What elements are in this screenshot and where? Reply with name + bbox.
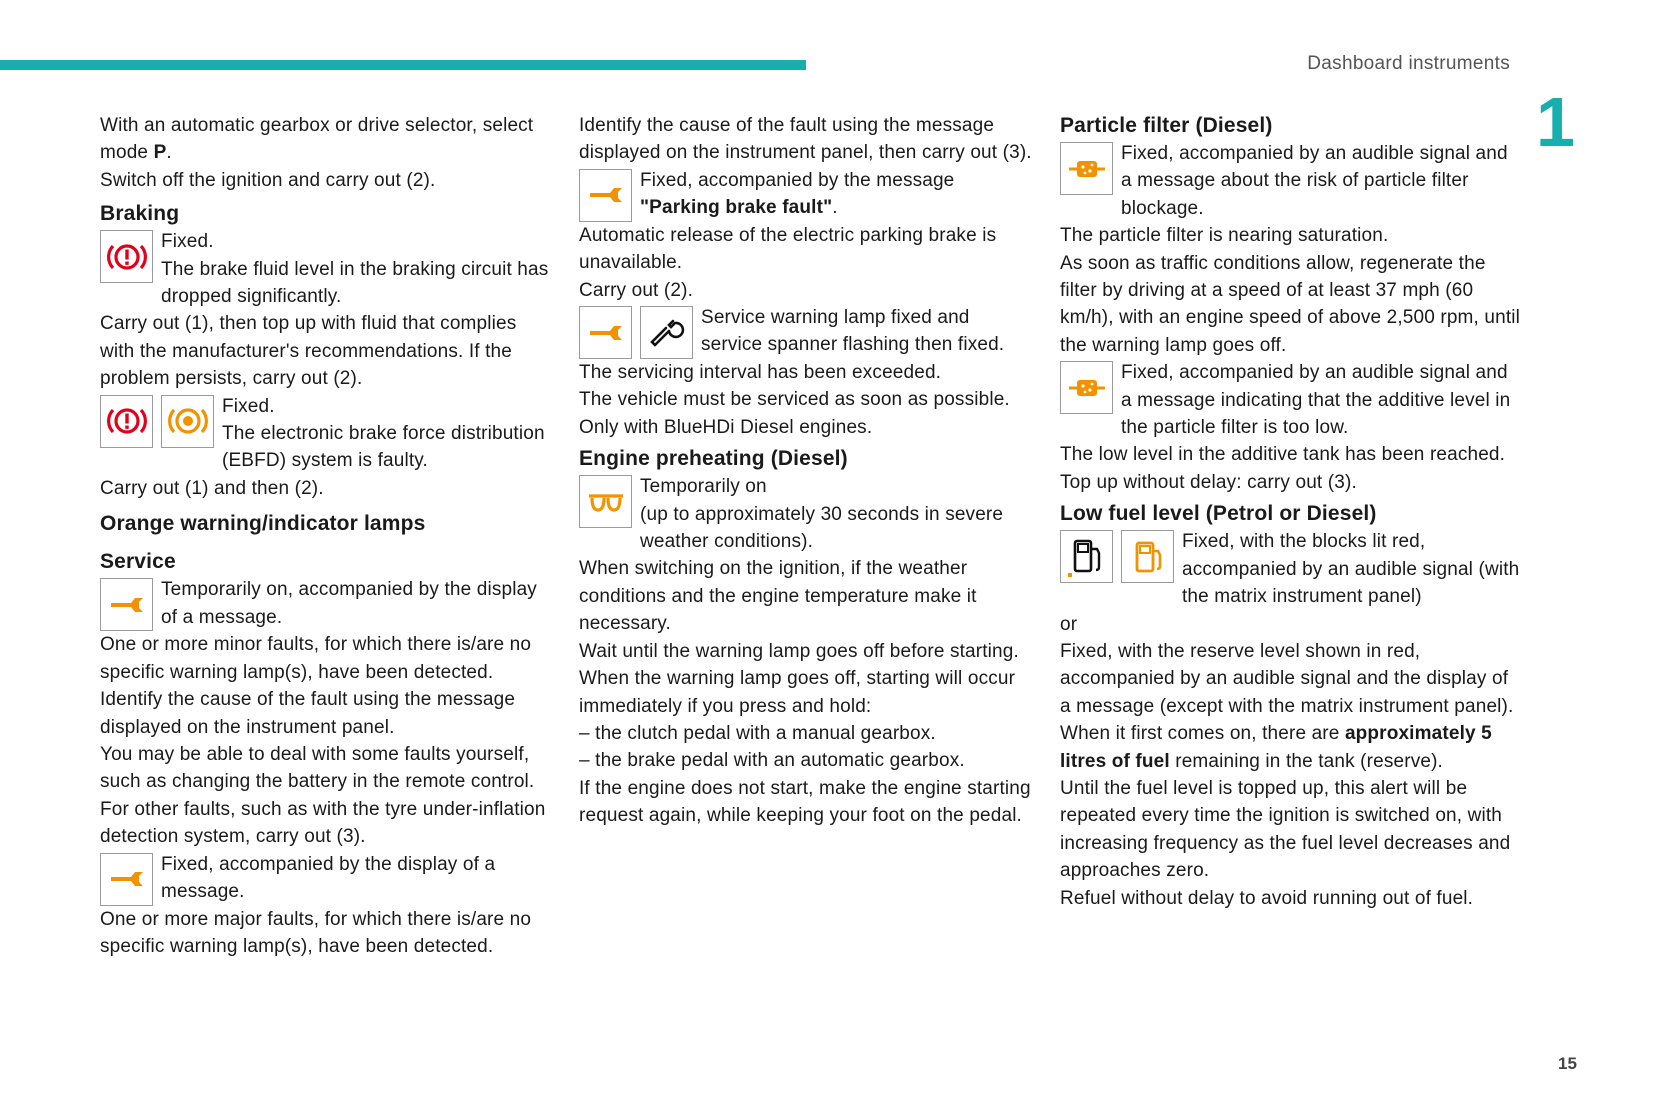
glow-plug-icon — [579, 475, 632, 528]
paragraph: Carry out (1) and then (2). — [100, 477, 324, 499]
text-line: or — [1060, 613, 1078, 635]
service-spanner-icon — [100, 578, 153, 631]
paragraph: The low level in the additive tank has been reached. — [1060, 444, 1506, 466]
paragraph: The brake fluid level in the braking circuit has dropped significantly. — [161, 258, 549, 308]
fuel-pump-orange-icon — [1121, 530, 1174, 583]
paragraph: Automatic release of the electric parking brake is unavailable. — [579, 224, 997, 274]
heading-braking: Braking — [100, 202, 180, 226]
paragraph: Fixed, accompanied by an audible signal and a message indicating that the additive level in the particle filter is too low. — [1121, 362, 1511, 439]
paragraph: As soon as traffic conditions allow, regenerate the filter by driving at a speed of at least 37 mph (60 km/h), with an engine speed of above 2,500 rpm, until the warning lamp goes off. — [1060, 252, 1520, 356]
paragraph: Only with BlueHDi Diesel engines. — [579, 416, 873, 438]
page-number: 15 — [1558, 1054, 1577, 1073]
section-title: Dashboard instruments — [1307, 53, 1510, 74]
text-line: Temporarily on — [640, 476, 767, 498]
paragraph: Fixed, with the blocks lit red, accompanied by an audible signal (with the matrix instrument panel) — [1182, 531, 1520, 608]
brake-warning-red-icon — [100, 230, 153, 283]
paragraph: When the warning lamp goes off, starting will occur immediately if you press and hold: — [579, 668, 1016, 717]
paragraph: Refuel without delay to avoid running out of fuel. — [1060, 887, 1474, 909]
heading-low-fuel: Low fuel level (Petrol or Diesel) — [1060, 502, 1377, 526]
paragraph: Fixed, accompanied by the display of a message. — [161, 853, 496, 902]
service-spanner-icon — [579, 169, 632, 222]
paragraph: The electronic brake force distribution (EBFD) system is faulty. — [222, 423, 545, 472]
paragraph: Service warning lamp fixed and service spanner flashing then fixed. — [701, 307, 1005, 356]
list-item: – the brake pedal with an automatic gearbox. — [579, 750, 965, 772]
paragraph: The particle filter is nearing saturation. — [1060, 225, 1389, 247]
paragraph: Carry out (2). — [579, 279, 694, 301]
service-spanner-icon — [579, 306, 632, 359]
paragraph: Carry out (1), then top up with fluid that complies with the manufacturer's recommendations. If the problem persists, carry out (2). — [100, 313, 517, 390]
paragraph: Wait until the warning lamp goes off before starting. — [579, 640, 1019, 662]
paragraph: When switching on the ignition, if the weather conditions and the engine temperature make it necessary. — [579, 558, 977, 635]
paragraph: Temporarily on, accompanied by the display of a message. — [161, 579, 537, 628]
paragraph: (up to approximately 30 seconds in severe weather conditions). — [640, 503, 1004, 553]
abs-orange-icon — [161, 395, 214, 448]
paragraph: When it first comes on, there are approximately 5 litres of fuel remaining in the tank (reserve). — [1060, 723, 1492, 772]
heading-engine-preheating: Engine preheating (Diesel) — [579, 447, 848, 471]
paragraph: Identify the cause of the fault using the message displayed on the instrument panel, then carry out (3). — [579, 115, 1032, 164]
paragraph: Fixed, with the reserve level shown in red, accompanied by an audible signal and the display of a message (except with the matrix instrument panel). — [1060, 640, 1514, 717]
paragraph: You may be able to deal with some faults yourself, such as changing the battery in the remote control. — [100, 743, 535, 793]
paragraph: Fixed, accompanied by an audible signal and a message about the risk of particle filter blockage. — [1121, 143, 1508, 219]
brake-warning-red-icon — [100, 395, 153, 448]
paragraph: One or more major faults, for which there is/are no specific warning lamp(s), have been detected. — [100, 908, 532, 957]
text-line: Fixed. — [161, 231, 214, 253]
paragraph: If the engine does not start, make the engine starting request again, while keeping your foot on the pedal. — [579, 777, 1031, 827]
heading-orange-lamps: Orange warning/indicator lamps — [100, 512, 426, 536]
wrench-outline-icon — [640, 306, 693, 359]
heading-service: Service — [100, 550, 176, 574]
paragraph: For other faults, such as with the tyre under-inflation detection system, carry out (3). — [100, 798, 546, 848]
paragraph: Fixed, accompanied by the message "Parking brake fault". — [640, 169, 955, 219]
paragraph: One or more minor faults, for which there is/are no specific warning lamp(s), have been detected. — [100, 634, 532, 683]
column-1 — [100, 112, 555, 960]
heading-particle-filter: Particle filter (Diesel) — [1060, 114, 1273, 137]
chapter-number: 1 — [1536, 83, 1575, 161]
paragraph: The vehicle must be serviced as soon as possible. — [579, 389, 1010, 411]
fuel-gauge-matrix-icon — [1060, 530, 1113, 583]
text-line: Fixed. — [222, 395, 275, 417]
paragraph: Until the fuel level is topped up, this alert will be repeated every time the ignition is switched on, with increasing frequency as the fuel level decreases and approaches zero. — [1060, 777, 1511, 882]
paragraph: Switch off the ignition and carry out (2). — [100, 169, 436, 191]
header-accent-bar — [0, 60, 806, 70]
service-spanner-icon — [100, 853, 153, 906]
paragraph: With an automatic gearbox or drive selector, select mode P. — [100, 115, 534, 164]
paragraph: Top up without delay: carry out (3). — [1060, 471, 1357, 493]
column-2 — [579, 112, 1034, 830]
particle-filter-icon — [1060, 142, 1113, 195]
column-3 — [1060, 112, 1520, 912]
particle-filter-icon — [1060, 361, 1113, 414]
paragraph: Identify the cause of the fault using the message displayed on the instrument panel. — [100, 689, 516, 738]
paragraph: The servicing interval has been exceeded. — [579, 362, 942, 384]
list-item: – the clutch pedal with a manual gearbox. — [579, 722, 936, 744]
